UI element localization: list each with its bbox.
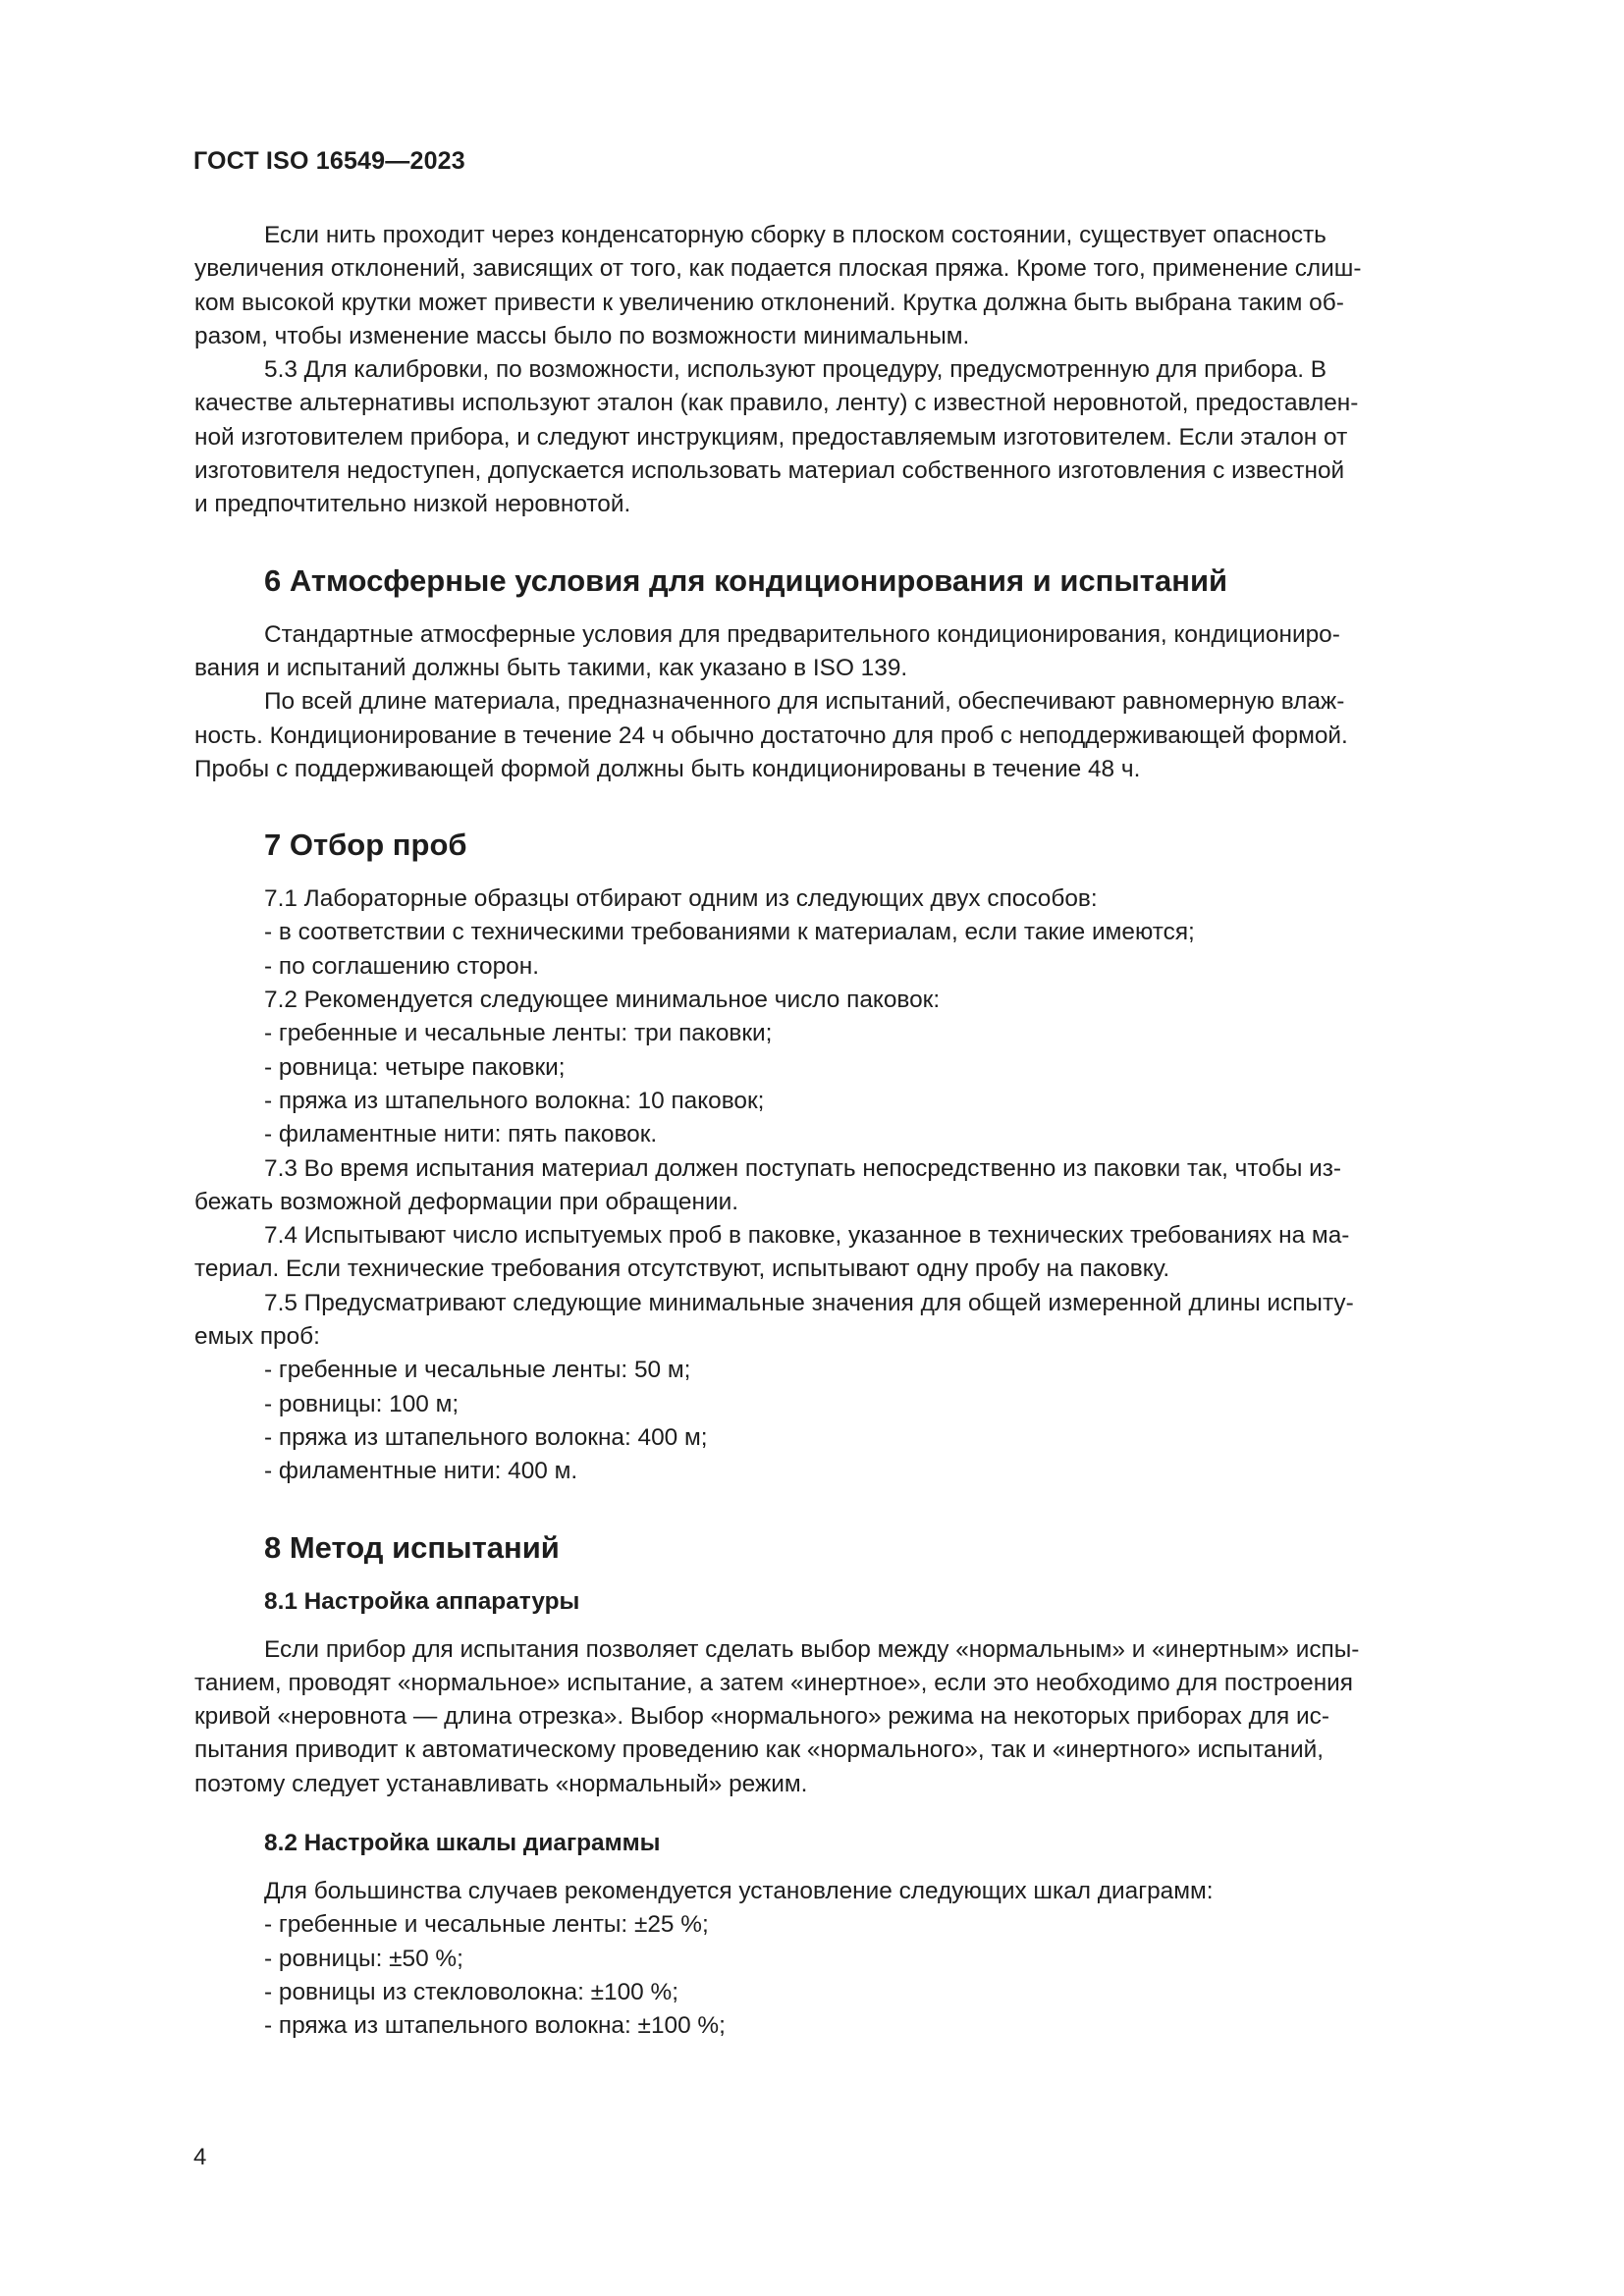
page-number: 4 (193, 2144, 207, 2170)
section-heading: 6 Атмосферные условия для кондиционирования и испытаний (264, 562, 1228, 598)
subsection-heading: 8.1 Настройка аппаратуры (264, 1587, 580, 1615)
list-item: - пряжа из штапельного волокна: 400 м; (264, 1423, 708, 1451)
paragraph: 5.3 Для калибровки, по возможности, используют процедуру, предусмотренную для прибора. В качестве альтернативы используют эталон (как правило, ленту) с известной неровнотой, предоставлен- ной изготовителем прибора, и следуют инструкциям, предоставляемым изготовителем. Если эталон от изготовителя недоступен, допускается использовать материал собственного изготовления с известной и предпочтительно низкой неровнотой. (194, 356, 1359, 518)
document-body (194, 219, 1520, 2043)
list-item: - гребенные и чесальные ленты: три паковки; (264, 1020, 773, 1047)
paragraph: 7.3 Во время испытания материал должен поступать непосредственно из паковки так, чтобы из- бежать возможной деформации при обращении. (194, 1154, 1342, 1215)
section-heading: 7 Отбор проб (264, 828, 467, 863)
section-heading: 8 Метод испытаний (264, 1529, 560, 1565)
paragraph: 7.2 Рекомендуется следующее минимальное число паковок: (264, 987, 941, 1014)
list-item: - филаментные нити: 400 м. (264, 1458, 578, 1485)
paragraph: Если прибор для испытания позволяет сделать выбор между «нормальным» и «инертным» испы- танием, проводят «нормальное» испытание, а затем «инертное», если это необходимо для построения кривой «неровнота — длина отрезка». Выбор «нормального» режима на некоторых приборах для ис- пытания приводит к автоматическому проведению как «нормального», так и «инертного» испытаний, поэтому следует устанавливать «нормальный» режим. (194, 1635, 1360, 1797)
list-item: - в соответствии с техническими требованиями к материалам, если такие имеются; (264, 919, 1195, 946)
list-item: - по соглашению сторон. (264, 952, 539, 980)
list-item: - ровница: четыре паковки; (264, 1053, 566, 1081)
list-item: - ровницы: 100 м; (264, 1390, 460, 1417)
subsection-heading: 8.2 Настройка шкалы диаграммы (264, 1829, 661, 1856)
paragraph: По всей длине материала, предназначенного для испытаний, обеспечивают равномерную влаж- ность. Кондиционирование в течение 24 ч обычно достаточно для проб с неподдерживающей формой. Пробы с поддерживающей формой должны быть кондиционированы в течение 48 ч. (194, 688, 1348, 782)
list-item: - гребенные и чесальные ленты: ±25 %; (264, 1911, 709, 1939)
list-item: - филаментные нити: пять паковок. (264, 1121, 658, 1148)
list-item: - ровницы: ±50 %; (264, 1945, 463, 1972)
paragraph: Если нить проходит через конденсаторную сборку в плоском состоянии, существует опасность увеличения отклонений, зависящих от того, как подается плоская пряжа. Кроме того, применение слиш- ком высокой крутки может привести к увеличению отклонений. Крутка должна быть выбрана таким об- разом, чтобы изменение массы было по возможности минимальным. (194, 222, 1362, 349)
paragraph: Стандартные атмосферные условия для предварительного кондиционирования, кондициониро- вания и испытаний должны быть такими, как указано в ISO 139. (194, 620, 1340, 681)
paragraph: 7.4 Испытывают число испытуемых проб в паковке, указанное в технических требованиях на ма- териал. Если технические требования отсутствуют, испытывают одну пробу на паковку. (194, 1222, 1350, 1283)
list-item: - пряжа из штапельного волокна: 10 паковок; (264, 1087, 765, 1114)
list-item: - гребенные и чесальные ленты: 50 м; (264, 1357, 691, 1384)
paragraph: Для большинства случаев рекомендуется установление следующих шкал диаграмм: (264, 1877, 1214, 1904)
list-item: - пряжа из штапельного волокна: ±100 %; (264, 2012, 726, 2040)
paragraph: 7.5 Предусматривают следующие минимальные значения для общей измеренной длины испыту- емых проб: (194, 1289, 1354, 1351)
list-item: - ровницы из стекловолокна: ±100 %; (264, 1978, 678, 2005)
paragraph: 7.1 Лабораторные образцы отбирают одним из следующих двух способов: (264, 885, 1098, 913)
document-header: ГОСТ ISO 16549—2023 (193, 147, 465, 175)
